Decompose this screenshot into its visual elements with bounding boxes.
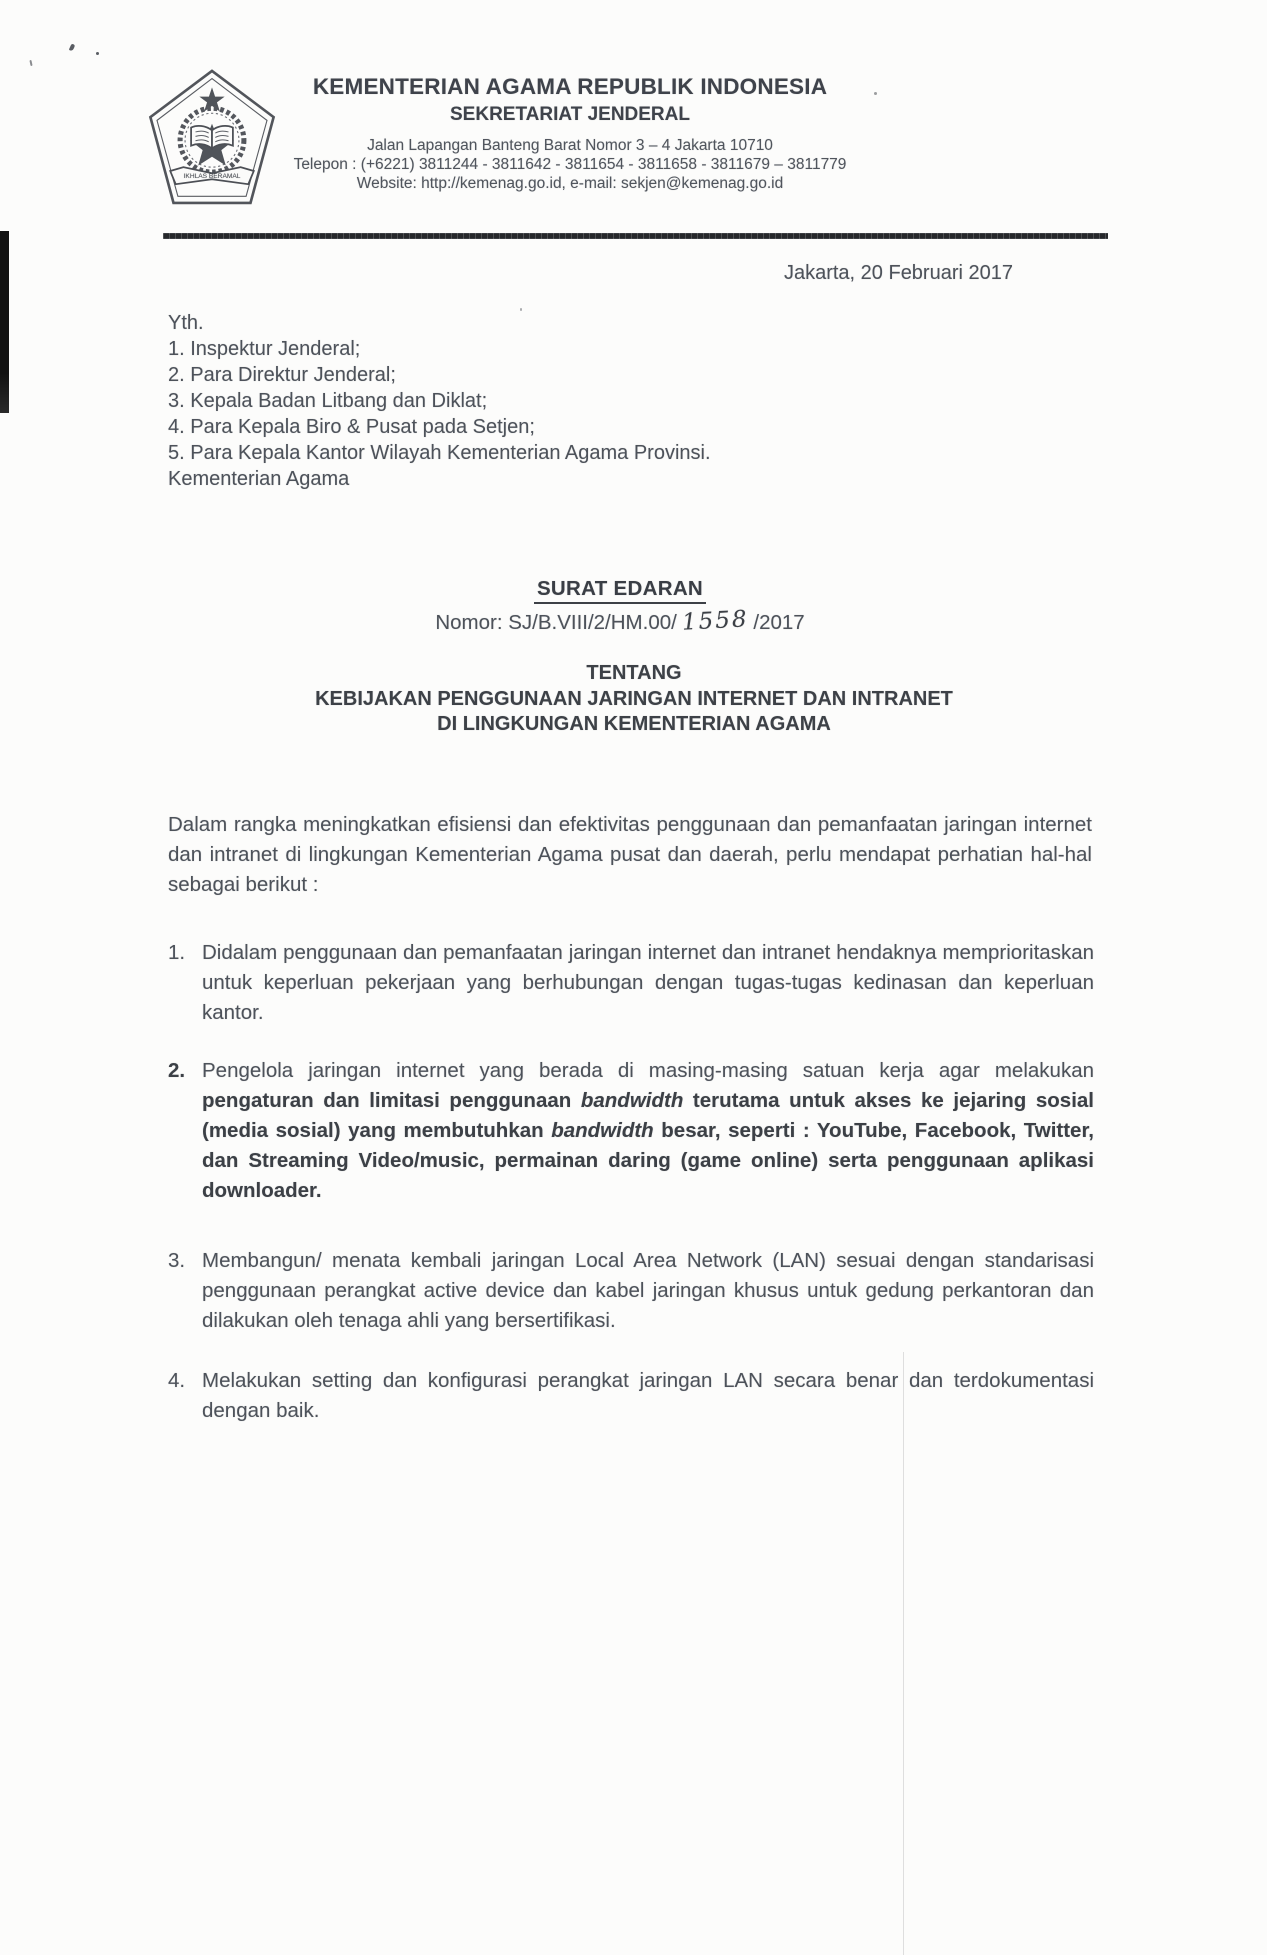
letterhead-divider-rule xyxy=(163,233,1108,239)
scan-artifact-mark xyxy=(69,43,76,51)
letter-number-line xyxy=(140,606,1100,636)
recipient-line: 1. Inspektur Jenderal; xyxy=(168,338,361,360)
list-item-number: 3. xyxy=(168,1249,186,1272)
list-item-text: Membangun/ menata kembali jaringan Local Area Network (LAN) sesuai dengan standarisasi penggunaan perangkat active device dan kabel jaringan khusus untuk gedung perkantoran dan dilakukan oleh tenaga ahli yang bersertifikasi. xyxy=(202,1249,1094,1332)
recipient-line: 4. Para Kepala Biro & Pusat pada Setjen; xyxy=(168,416,535,438)
list-item-number: 2. xyxy=(168,1059,186,1082)
letterhead-address: Jalan Lapangan Banteng Barat Nomor 3 – 4 Jakarta 10710 xyxy=(367,137,773,154)
dateline: Jakarta, 20 Februari 2017 xyxy=(783,262,1013,284)
opening-paragraph: Dalam rangka meningkatkan efisiensi dan efektivitas penggunaan dan pemanfaatan jaringan internet dan intranet di lingkungan Kementerian Agama pusat dan daerah, perlu mendapat perhatian hal-hal sebagai berikut : xyxy=(168,813,1092,896)
recipient-line: 2. Para Direktur Jenderal; xyxy=(168,364,396,386)
list-item-number: 4. xyxy=(168,1369,186,1392)
list-item-text: Didalam penggunaan dan pemanfaatan jaringan internet dan intranet hendaknya memprioritaskan untuk keperluan pekerjaan yang berhubungan dengan tugas-tugas kedinasan dan keperluan kantor. xyxy=(202,941,1094,1024)
letter-number-suffix: /2017 xyxy=(753,611,805,634)
letter-number-handwritten: 1558 xyxy=(681,606,749,636)
recipients-salutation: Yth. xyxy=(168,312,204,334)
letter-number-prefix: Nomor: SJ/B.VIII/2/HM.00/ xyxy=(435,611,677,634)
numbered-list xyxy=(168,938,1094,1426)
letter-title: SURAT EDARAN xyxy=(534,577,706,604)
scan-artifact-fold-line xyxy=(903,1352,904,1955)
subject-line: KEBIJAKAN PENGGUNAAN JARINGAN INTERNET DAN INTRANET xyxy=(315,687,953,710)
recipients-block xyxy=(168,310,711,492)
list-item xyxy=(168,938,1094,1028)
recipient-line: 3. Kepala Badan Litbang dan Diklat; xyxy=(168,390,488,412)
list-item-text: Melakukan setting dan konfigurasi perangkat jaringan LAN secara benar dan terdokumentasi dengan baik. xyxy=(202,1369,1094,1422)
scan-artifact-mark xyxy=(96,52,99,55)
letter-title-block xyxy=(140,577,1100,635)
letterhead-website-email: Website: http://kemenag.go.id, e-mail: sekjen@kemenag.go.id xyxy=(356,175,784,192)
letterhead-phone: Telepon : (+6221) 3811244 - 3811642 - 3811654 - 3811658 - 3811679 – 3811779 xyxy=(293,156,847,173)
scan-artifact-mark xyxy=(29,60,32,66)
list-item-text: Pengelola jaringan internet yang berada di masing-masing satuan kerja agar melakukan pengaturan dan limitasi penggunaan bandwidth terutama untuk akses ke jejaring sosial (media sosial) yang membutuhkan bandwidth besar, seperti : YouTube, Facebook, Twitter, dan Streaming Video/music, permainan daring (game online) serta penggunaan aplikasi downloader. xyxy=(202,1059,1094,1202)
letter-subject-block xyxy=(134,661,1134,738)
letterhead xyxy=(170,74,970,193)
subject-line: DI LINGKUNGAN KEMENTERIAN AGAMA xyxy=(437,713,831,735)
letterhead-secretariat: SEKRETARIAT JENDERAL xyxy=(450,104,690,125)
list-item xyxy=(168,1246,1094,1336)
list-item xyxy=(168,1366,1094,1426)
list-item-number: 1. xyxy=(168,941,186,964)
letterhead-ministry-name: KEMENTERIAN AGAMA REPUBLIK INDONESIA xyxy=(312,74,828,99)
recipient-line: 5. Para Kepala Kantor Wilayah Kementerian Agama Provinsi. xyxy=(168,442,711,464)
scan-artifact-black-bar xyxy=(0,231,9,413)
subject-about-label: TENTANG xyxy=(586,662,682,684)
logo-motto-text: IKHLAS BERAMAL xyxy=(183,173,241,181)
recipients-closing: Kementerian Agama xyxy=(168,468,350,490)
list-item xyxy=(168,1056,1094,1206)
